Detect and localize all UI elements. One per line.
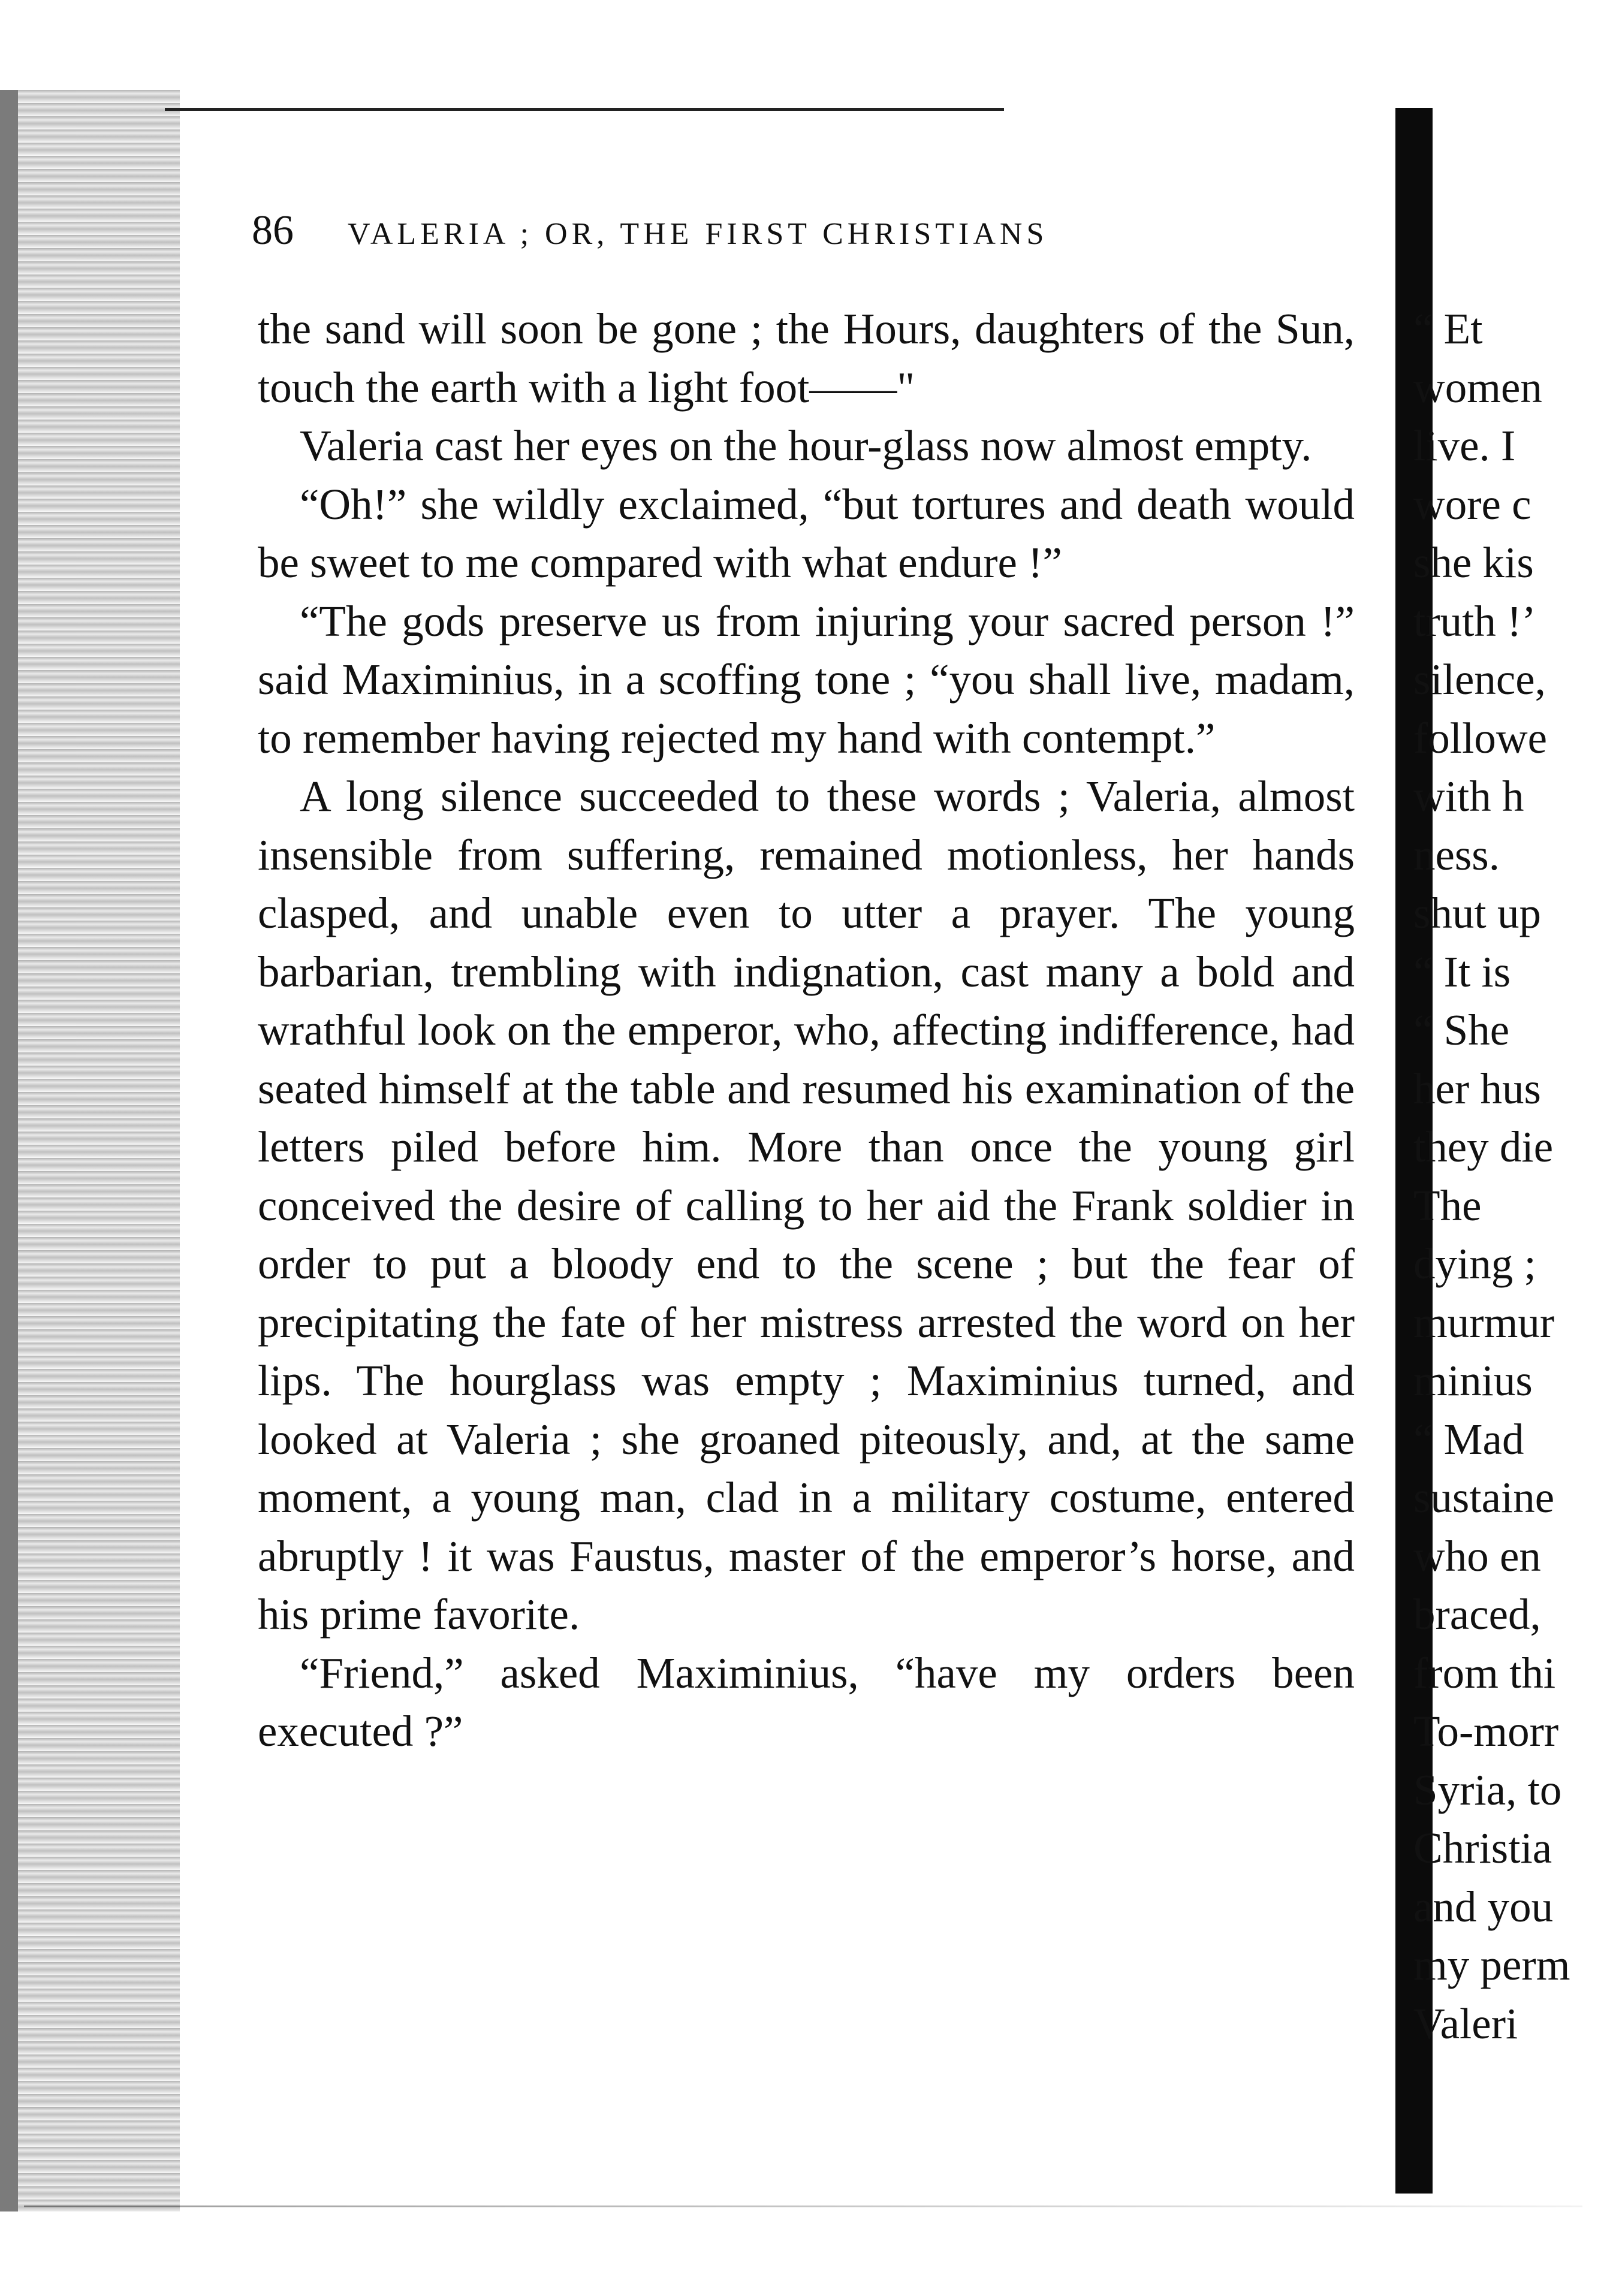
- fragment-line: they die: [1413, 1123, 1554, 1171]
- fragment-line: my perm: [1413, 1941, 1570, 1989]
- fragment-line: minius: [1413, 1356, 1533, 1405]
- bottom-rule: [24, 2206, 1582, 2207]
- fragment-line: wore c: [1413, 479, 1531, 529]
- fragment-line: murmur: [1413, 1298, 1555, 1347]
- paragraph: “Friend,” asked Maximinius, “have my orders been executed ?”: [258, 1648, 1355, 1755]
- fragment-line: To-morr: [1413, 1707, 1559, 1755]
- fragment-line: truth !’: [1413, 596, 1536, 645]
- fragment-line: ness.: [1413, 830, 1500, 879]
- fragment-line: The: [1413, 1181, 1482, 1230]
- fragment-line: and you: [1413, 1882, 1554, 1931]
- body-text: [258, 300, 1355, 1761]
- fragment-line: followe: [1413, 713, 1547, 762]
- adjacent-page-fragment: [1413, 300, 1593, 2053]
- paragraph: the sand will soon be gone ; the Hours, daughters of the Sun, touch the earth with a light foot——": [258, 304, 1355, 412]
- paragraph: “The gods preserve us from injuring your sacred person !” said Maximinius, in a scoffing tone ; “you shall live, madam, to remember having rejected my hand with contempt.”: [258, 596, 1355, 762]
- fragment-line: braced,: [1413, 1590, 1541, 1639]
- fragment-line: live. I: [1413, 421, 1516, 470]
- fragment-line: who en: [1413, 1531, 1541, 1580]
- fragment-line: women: [1413, 363, 1542, 412]
- fragment-line: sustaine: [1413, 1473, 1555, 1522]
- paragraph: Valeria cast her eyes on the hour-glass now almost empty.: [300, 421, 1312, 470]
- fragment-line: Syria, to: [1413, 1765, 1562, 1814]
- fragment-line: from thi: [1413, 1648, 1556, 1697]
- fragment-line: shut up: [1413, 889, 1541, 937]
- fragment-line: silence,: [1413, 655, 1546, 704]
- fragment-line: “ Et: [1413, 304, 1483, 353]
- fragment-line: Valeri: [1413, 1999, 1518, 2048]
- fragment-line: her hus: [1413, 1064, 1541, 1113]
- fragment-line: dying ;: [1413, 1239, 1536, 1288]
- page-header: [252, 207, 1391, 261]
- fragment-line: “ It is: [1413, 947, 1511, 996]
- paragraph: “Oh!” she wildly exclaimed, “but tortures and death would be sweet to me compared with what endure !”: [258, 479, 1355, 587]
- fragment-line: “ Mad: [1413, 1414, 1524, 1464]
- fragment-line: Christia: [1413, 1824, 1552, 1872]
- fragment-line: she kis: [1413, 538, 1534, 587]
- top-rule: [165, 108, 1004, 111]
- paragraph: A long silence succeeded to these words ; Valeria, almost insensible from suffering, remained motionless, her hands clasped, and unable even to utter a prayer. The young barbarian, trembling with indignation, cast many a bold and wrathful look on the emperor, who, affecting indifference, had seated himself at the table and resumed his examination of the letters piled before him. More than once the young girl conceived the desire of calling to her aid the Frank soldier in order to put a bloody end to the scene ; but the fear of precipitating the fate of her mistress arrested the word on her lips. The hourglass was empty ; Maximinius turned, and looked at Valeria ; she groaned piteously, and, at the same moment, a young man, clad in a military costume, entered abruptly ! it was Faustus, master of the emperor’s horse, and his prime favorite.: [258, 772, 1355, 1639]
- running-title: VALERIA ; OR, THE FIRST CHRISTIANS: [348, 217, 1048, 251]
- page-number: 86: [252, 207, 294, 254]
- binding-gutter-left: [0, 90, 180, 2211]
- binding-edge: [0, 90, 18, 2211]
- fragment-line: “ She: [1413, 1006, 1510, 1054]
- fragment-line: with h: [1413, 772, 1524, 820]
